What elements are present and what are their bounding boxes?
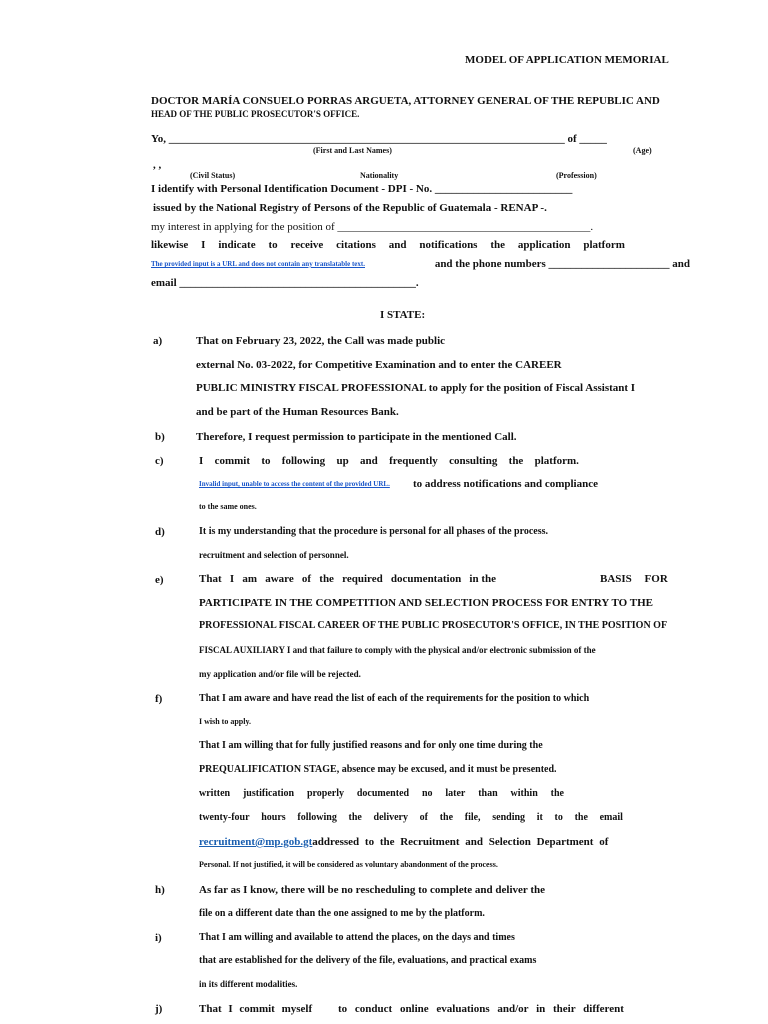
- nationality-caption: Nationality: [360, 171, 399, 180]
- word: and: [360, 455, 378, 467]
- item-f-line-2: I wish to apply.: [199, 717, 252, 726]
- word: following: [281, 455, 326, 467]
- item-h-line-1: As far as I know, there will be no rescheduling to complete and deliver the: [199, 884, 545, 896]
- item-a-line-1: That on February 23, 2022, the Call was made public: [196, 335, 446, 347]
- word: email: [599, 812, 623, 823]
- word: in the: [469, 573, 496, 585]
- item-a-label: a): [153, 335, 163, 347]
- word: than: [478, 788, 498, 799]
- word: citations: [336, 239, 376, 251]
- item-i-label: i): [155, 932, 162, 944]
- word: application: [517, 239, 571, 251]
- item-g-line-5-rest: addressed to the Recruitment and Selection Department of: [312, 836, 609, 848]
- item-g-line-2: PREQUALIFICATION STAGE, absence may be excused, and it must be presented.: [199, 764, 557, 775]
- age-caption: (Age): [633, 146, 652, 155]
- word: justification: [242, 788, 295, 799]
- word: of: [419, 812, 429, 823]
- item-h-label: h): [155, 884, 165, 896]
- civil-status-caption: (Civil Status): [190, 171, 236, 180]
- item-e-line-2: PARTICIPATE IN THE COMPETITION AND SELECTION PROCESS FOR ENTRY TO THE: [199, 597, 653, 609]
- word: written: [199, 788, 231, 799]
- url-note-link-1[interactable]: The provided input is a URL and does not contain any translatable text.: [151, 260, 365, 268]
- word: up: [336, 455, 349, 467]
- word: delivery: [373, 812, 408, 823]
- item-f-label: f): [155, 693, 163, 705]
- word: it: [536, 812, 543, 823]
- url-note-link-2[interactable]: Invalid input, unable to access the content of the provided URL.: [199, 480, 390, 488]
- word: That: [199, 573, 222, 585]
- item-e-label: e): [155, 574, 164, 586]
- word: documentation: [390, 573, 462, 585]
- item-e-line-5: my application and/or file will be rejected.: [199, 669, 361, 679]
- word: the: [508, 455, 524, 467]
- word: I: [229, 573, 235, 585]
- word: documented: [356, 788, 410, 799]
- item-i-line-2: that are established for the delivery of the file, evaluations, and practical exams: [199, 955, 537, 966]
- word: consulting: [449, 455, 498, 467]
- item-e-line-3: PROFESSIONAL FISCAL CAREER OF THE PUBLIC PROSECUTOR'S OFFICE, IN THE POSITION OF: [199, 620, 668, 631]
- word: commit: [214, 455, 251, 467]
- word: hours: [261, 812, 286, 823]
- word: within: [510, 788, 538, 799]
- item-c-line-1: [199, 456, 579, 467]
- word: frequently: [389, 455, 438, 467]
- item-j-line-1-right: to conduct online evaluations and/or in their different: [338, 1003, 624, 1015]
- names-caption: (First and Last Names): [313, 146, 392, 155]
- word: properly: [306, 788, 344, 799]
- word: to: [261, 455, 271, 467]
- dpi-line: I identify with Personal Identification Document - DPI - No. _________________________: [151, 183, 573, 195]
- item-b-line-1: Therefore, I request permission to participate in the mentioned Call.: [196, 431, 517, 443]
- item-a-line-3: PUBLIC MINISTRY FISCAL PROFESSIONAL to apply for the position of Fiscal Assistant I: [196, 382, 636, 394]
- item-g-line-6: Personal. If not justified, it will be considered as voluntary abandonment of the process.: [199, 860, 498, 869]
- item-e-line-1-right: BASIS FOR: [600, 573, 668, 585]
- item-f-line-1: That I am aware and have read the list of each of the requirements for the position to which: [199, 693, 590, 704]
- word: to: [268, 239, 278, 251]
- item-e-line-4: FISCAL AUXILIARY I and that failure to comply with the physical and/or electronic submission of the: [199, 645, 596, 655]
- item-j-line-1-left: That I commit myself: [199, 1003, 313, 1015]
- item-h-line-2: file on a different date than the one assigned to me by the platform.: [199, 908, 485, 919]
- word: to: [554, 812, 563, 823]
- item-g-line-1: That I am willing that for fully justified reasons and for only one time during the: [199, 740, 543, 751]
- item-g-line-4: [199, 813, 623, 823]
- word: of: [301, 573, 312, 585]
- item-d-label: d): [155, 526, 165, 538]
- item-i-line-1: That I am willing and available to attend the places, on the days and times: [199, 932, 515, 943]
- word: and: [388, 239, 407, 251]
- word: the: [490, 239, 506, 251]
- word: twenty-four: [199, 812, 250, 823]
- item-b-label: b): [155, 431, 165, 443]
- word: platform.: [534, 455, 579, 467]
- word: the: [574, 812, 588, 823]
- email-field-line: email ___________________________________________.: [151, 277, 419, 289]
- word: am: [242, 573, 257, 585]
- item-j-label: j): [155, 1003, 163, 1015]
- likewise-line: [151, 240, 625, 251]
- document-title: MODEL OF APPLICATION MEMORIAL: [465, 54, 669, 66]
- word: the: [319, 573, 334, 585]
- word: sending: [492, 812, 526, 823]
- item-a-line-2: external No. 03-2022, for Competitive Examination and to enter the CAREER: [196, 359, 562, 371]
- word: later: [445, 788, 466, 799]
- word: the: [348, 812, 362, 823]
- word: platform: [583, 239, 625, 251]
- addressee-line-1: DOCTOR MARÍA CONSUELO PORRAS ARGUETA, ATTORNEY GENERAL OF THE REPUBLIC AND: [151, 95, 660, 107]
- word: I: [199, 455, 204, 467]
- addressee-line-2: HEAD OF THE PUBLIC PROSECUTOR'S OFFICE.: [151, 109, 360, 119]
- name-field-line: Yo, ________________________________________________________________________ of _____: [151, 133, 607, 145]
- word: file,: [464, 812, 481, 823]
- state-heading: I STATE:: [380, 309, 426, 321]
- word: required: [342, 573, 383, 585]
- word: no: [421, 788, 433, 799]
- word: likewise: [151, 239, 189, 251]
- word: aware: [265, 573, 294, 585]
- profession-caption: (Profession): [556, 171, 597, 180]
- item-c-label: c): [155, 455, 164, 467]
- commas-placeholder: , ,: [153, 159, 162, 171]
- word: receive: [290, 239, 324, 251]
- word: indicate: [218, 239, 256, 251]
- word: following: [297, 812, 337, 823]
- phone-line: and the phone numbers ______________________ and: [434, 258, 690, 270]
- word: the: [550, 788, 564, 799]
- item-d-line-2: recruitment and selection of personnel.: [199, 550, 349, 560]
- item-c-line-3: to the same ones.: [199, 502, 257, 511]
- position-interest-line: my interest in applying for the position of ______________________________________________.: [151, 221, 594, 233]
- item-c-line-2: to address notifications and compliance: [413, 478, 598, 490]
- renap-line: issued by the National Registry of Persons of the Republic of Guatemala - RENAP -.: [153, 202, 547, 214]
- item-d-line-1: It is my understanding that the procedure is personal for all phases of the process.: [199, 526, 549, 537]
- item-i-line-3: in its different modalities.: [199, 979, 298, 989]
- word: notifications: [419, 239, 478, 251]
- item-a-line-4: and be part of the Human Resources Bank.: [196, 406, 399, 418]
- email-link[interactable]: recruitment@mp.gob.gt: [199, 836, 313, 848]
- word: I: [201, 239, 206, 251]
- item-g-line-3: [199, 789, 564, 799]
- word: the: [439, 812, 454, 823]
- item-g-line-5: [199, 837, 608, 848]
- item-e-line-1: [199, 574, 496, 585]
